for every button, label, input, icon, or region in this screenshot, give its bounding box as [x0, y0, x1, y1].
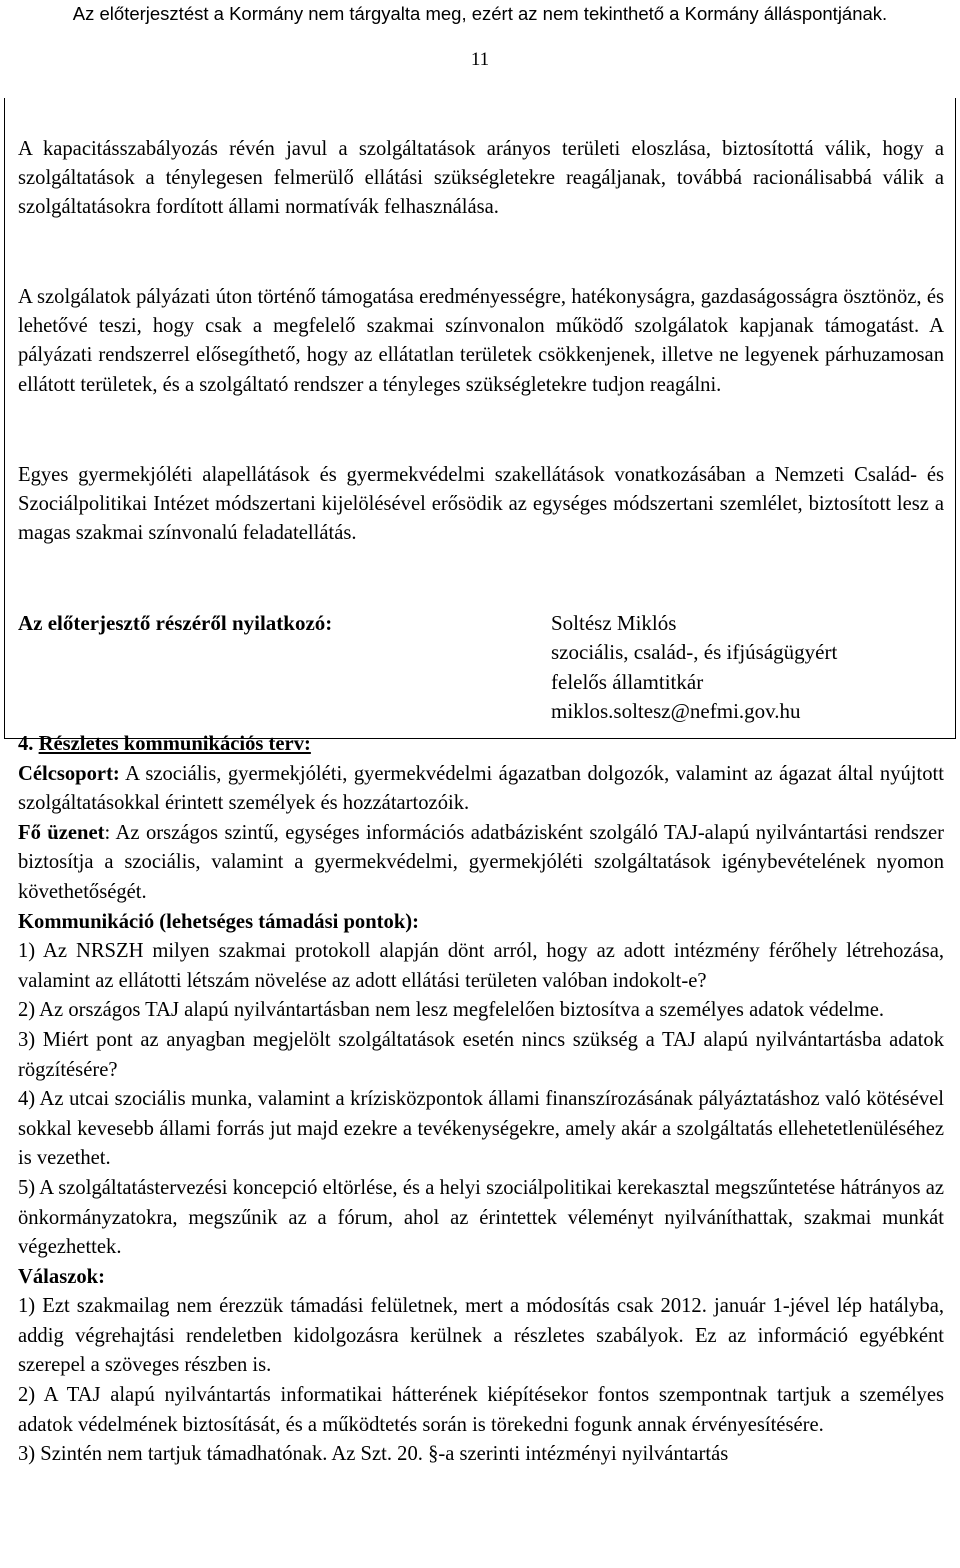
section-number: 4. — [18, 733, 34, 755]
question-item: 5) A szolgáltatástervezési koncepció eltörlése, és a helyi szociálpolitikai kerekasztal megszűntetése hátrányos az önkormányzatokra, megszűnik az a fórum, ahol az érintettek véleményt nyilváníthattak, szakmai munkát végezhettek. — [18, 1176, 944, 1259]
target-group-text: A szociális, gyermekjóléti, gyermekvédelmi ágazatban dolgozók, valamint az ágazat által nyújtott szolgáltatásokkal érintett személyek és hozzátartozóik. — [18, 762, 944, 815]
answers-label: Válaszok: — [18, 1265, 105, 1288]
question-item: 1) Az NRSZH milyen szakmai protokoll alapján dönt arról, hogy az adott intézmény férőhely létrehozása, valamint az ellátotti létszám növelése az adott ellátási területen valóban indokolt-e? — [18, 940, 944, 992]
main-message — [18, 819, 944, 908]
main-message-label: Fő üzenet — [18, 821, 105, 844]
paragraph-capacity: A kapacitásszabályozás révén javul a szolgáltatások arányos területi eloszlása, biztosítottá válik, hogy a szolgáltatások a ténylegesen felmerülő ellátási szükségletekre reagáljanak, továbbá racionálisabbá válik a szolgáltatásokra fordított állami normatívák felhasználása. — [18, 138, 944, 219]
target-group — [18, 760, 944, 819]
page-number: 11 — [470, 49, 490, 70]
paragraph-tender: A szolgálatok pályázati úton történő támogatása eredményességre, hatékonyságra, gazdaságosságra ösztönöz, és lehetővé teszi, hogy csak a megfelelő szakmai színvonalon működő szolgálatok kapjanak támogatást. A pályázati rendszerrel elősegíthető, hogy az ellátatlan területek csökkenjenek, illetve ne legyenek párhuzamosan ellátott területek, és a szolgáltató rendszer a tényleges szükségletekre tudjon reagálni. — [18, 286, 944, 396]
page-header-note: Az előterjesztést a Kormány nem tárgyalta meg, ezért az nem tekinthető a Kormány álláspontjának. — [72, 3, 888, 24]
question-item: 3) Miért pont az anyagban megjelölt szolgáltatások esetén nincs szükség a TAJ alapú nyilvántartásba adatok rögzítésére? — [18, 1028, 944, 1081]
answer-item: 3) Szintén nem tartjuk támadhatónak. Az Szt. 20. §-a szerinti intézményi nyilvántartás — [18, 1443, 729, 1466]
paragraph-methodology: Egyes gyermekjóléti alapellátások és gyermekvédelmi szakellátások vonatkozásában a Nemzeti Család- és Szociálpolitikai Intézet módszertani kijelölésével erősödik az egységes módszertani szemlélet, biztosított lesz a magas szakmai színvonalú feladatellátás. — [18, 464, 944, 545]
signatory-title-line2: felelős államtitkár — [551, 669, 704, 694]
answer-item: 1) Ezt szakmailag nem érezzük támadási felületnek, mert a módosítás csak 2012. január 1-jével lép hatályba, addig végrehajtási rendeletben kidolgozásra kerülnek a részletes szabályok. Ez az információ egyébként szerepel a szöveges részben is. — [18, 1295, 944, 1377]
target-group-label: Célcsoport: — [18, 762, 120, 785]
signature-block — [551, 609, 837, 726]
section-title: Részletes kommunikációs terv: — [38, 733, 311, 755]
question-item: 2) Az országos TAJ alapú nyilvántartásban nem lesz megfelelően biztosítva a személyes adatok védelme. — [18, 999, 885, 1022]
question-item: 4) Az utcai szociális munka, valamint a krízisközpontok állami finanszírozásának pályáztatáshoz való kötésével sokkal kevesebb állami forrás jut majd ezekre a tevékenységekre, amely akár a szolgáltatás ellehetetlenüléséhez is vezethet. — [18, 1088, 944, 1170]
signatory-label: Az előterjesztő részéről nyilatkozó: — [18, 611, 333, 635]
signatory-name: Soltész Miklós — [551, 611, 677, 635]
signatory-title-line1: szociális, család-, és ifjúságügyért — [551, 640, 838, 665]
signatory-email: miklos.soltesz@nefmi.gov.hu — [551, 698, 801, 723]
main-message-text: : Az országos szintű, egységes információs adatbázisként szolgáló TAJ-alapú nyilvántartási rendszer biztosítja a szociális, valamint a gyermekvédelmi, gyermekjóléti szolgáltatások igénybevételének nyomon követhetőségét. — [18, 821, 944, 903]
section-heading — [18, 730, 944, 760]
communication-plan — [18, 730, 944, 1470]
questions-label: Kommunikáció (lehetséges támadási pontok): — [18, 910, 420, 933]
answer-item: 2) A TAJ alapú nyilvántartás informatikai hátterének kiépítésekor fontos szempontnak tartjuk a személyes adatok védelmének biztosítását, és a működtetés során is törekedni fogunk annak érvényesítésére. — [18, 1384, 944, 1436]
